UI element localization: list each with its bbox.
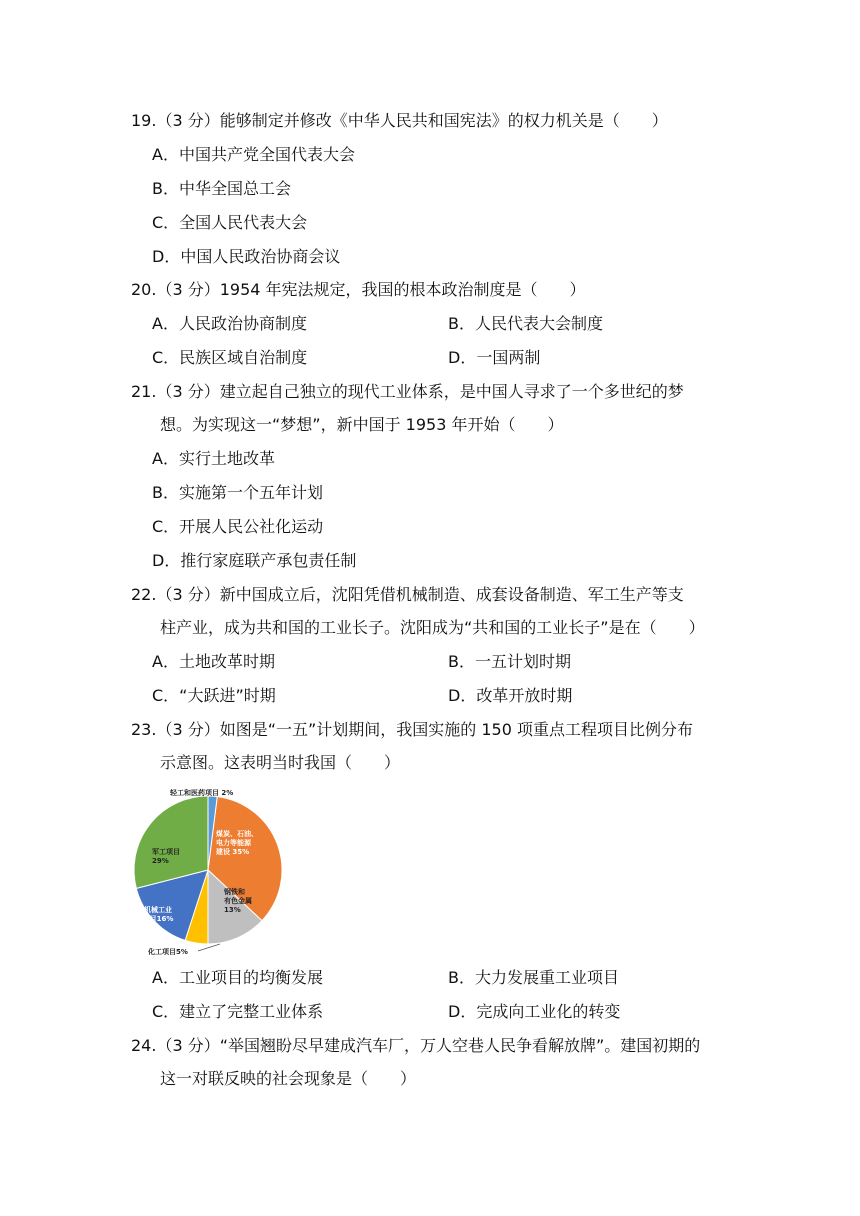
question-21-option-a: A．实行土地改革 (152, 449, 275, 468)
question-24-stem: 24.（3 分）“举国翘盼尽早建成汽车厂，万人空巷人民争看解放牌”。建国初期的 (131, 1036, 701, 1055)
question-22-stem-continued: 柱产业，成为共和国的工业长子。沈阳成为“共和国的工业长子”是在（ ） (160, 618, 705, 637)
pie-slice-label: 轻工和医药项目 2% (170, 789, 234, 797)
question-22-option-b: B．一五计划时期 (448, 652, 571, 671)
question-22-stem: 22.（3 分）新中国成立后，沈阳凭借机械制造、成套设备制造、军工生产等支 (131, 585, 684, 604)
question-23-option-b: B．大力发展重工业项目 (448, 968, 619, 987)
question-23-option-d: D．完成向工业化的转变 (448, 1002, 621, 1021)
pie-slice-label: 机械工业项目16% (142, 906, 174, 923)
question-20-stem: 20.（3 分）1954 年宪法规定，我国的根本政治制度是（ ） (131, 280, 586, 299)
question-24-stem-continued: 这一对联反映的社会现象是（ ） (160, 1069, 417, 1088)
question-23-stem: 23.（3 分）如图是“一五”计划期间，我国实施的 150 项重点工程项目比例分布 (131, 720, 694, 739)
pie-slice-label: 化工项目5% (148, 948, 188, 956)
question-19-option-c: C．全国人民代表大会 (152, 213, 308, 232)
question-22-option-d: D．改革开放时期 (448, 686, 573, 705)
question-19-option-d: D．中国人民政治协商会议 (152, 247, 341, 266)
label-leader-line (198, 944, 220, 951)
question-19-option-b: B．中华全国总工会 (152, 179, 291, 198)
project-distribution-pie-chart (128, 784, 288, 956)
question-21-option-d: D．推行家庭联产承包责任制 (152, 551, 357, 570)
question-21-option-b: B．实施第一个五年计划 (152, 483, 323, 502)
pie-slice-label: 钢铁和有色金属 13% (224, 888, 252, 914)
question-21-stem: 21.（3 分）建立起自己独立的现代工业体系，是中国人寻求了一个多世纪的梦 (131, 382, 684, 401)
question-20-option-b: B．人民代表大会制度 (448, 314, 603, 333)
pie-slice-label: 军工项目 29% (152, 848, 180, 865)
question-19-option-a: A．中国共产党全国代表大会 (152, 145, 355, 164)
question-21-option-c: C．开展人民公社化运动 (152, 517, 324, 536)
question-20-option-d: D．一国两制 (448, 348, 541, 367)
question-23-stem-continued: 示意图。这表明当时我国（ ） (160, 753, 401, 772)
question-22-option-a: A．土地改革时期 (152, 652, 275, 671)
question-20-option-c: C．民族区域自治制度 (152, 348, 308, 367)
pie-slice-label: 煤炭、石油、电力等能源建设 35% (216, 830, 258, 856)
question-19-stem: 19.（3 分）能够制定并修改《中华人民共和国宪法》的权力机关是（ ） (131, 111, 668, 130)
question-21-stem-continued: 想。为实现这一“梦想”，新中国于 1953 年开始（ ） (160, 415, 564, 434)
question-23-option-c: C．建立了完整工业体系 (152, 1002, 324, 1021)
question-23-option-a: A．工业项目的均衡发展 (152, 968, 323, 987)
question-20-option-a: A．人民政治协商制度 (152, 314, 307, 333)
question-22-option-c: C．“大跃进”时期 (152, 686, 276, 705)
